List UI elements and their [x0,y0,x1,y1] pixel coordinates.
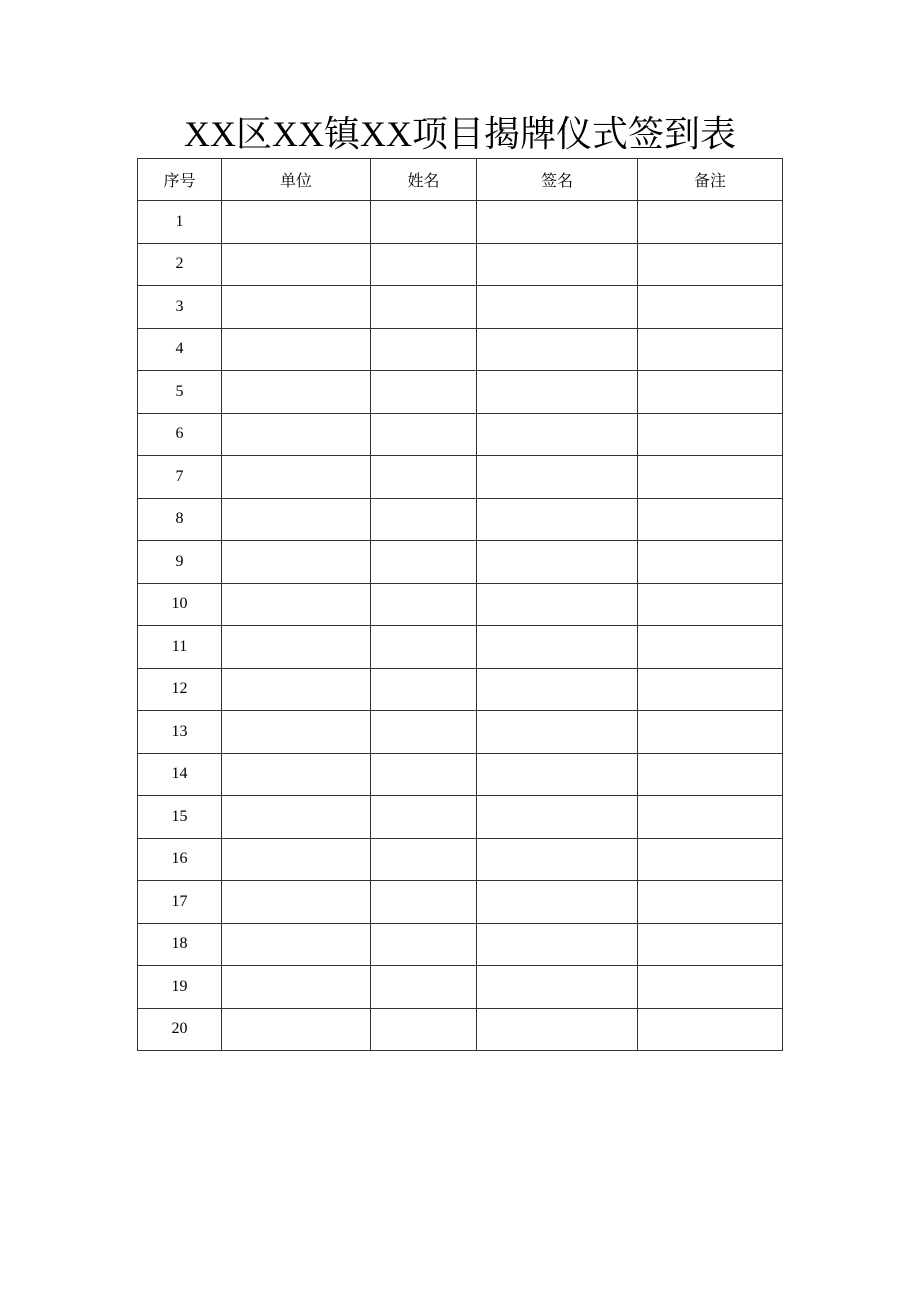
name-cell[interactable] [371,243,477,286]
serial-number-cell: 18 [138,923,222,966]
signature-cell[interactable] [477,286,638,329]
unit-cell[interactable] [222,201,371,244]
table-row [138,923,783,966]
table-row [138,286,783,329]
remarks-cell[interactable] [638,201,783,244]
unit-cell[interactable] [222,668,371,711]
header-row [138,159,783,201]
signature-cell[interactable] [477,838,638,881]
name-cell[interactable] [371,626,477,669]
remarks-cell[interactable] [638,668,783,711]
signature-cell[interactable] [477,1008,638,1051]
unit-cell[interactable] [222,626,371,669]
sign-in-table [137,158,783,1051]
serial-number-cell: 9 [138,541,222,584]
signature-cell[interactable] [477,966,638,1009]
remarks-cell[interactable] [638,796,783,839]
remarks-cell[interactable] [638,498,783,541]
table-row [138,243,783,286]
table-row [138,583,783,626]
serial-number-cell: 19 [138,966,222,1009]
signature-cell[interactable] [477,371,638,414]
signature-cell[interactable] [477,711,638,754]
serial-number-cell: 13 [138,711,222,754]
remarks-cell[interactable] [638,711,783,754]
signature-cell[interactable] [477,498,638,541]
unit-cell[interactable] [222,413,371,456]
unit-cell[interactable] [222,371,371,414]
name-cell[interactable] [371,881,477,924]
table-row [138,413,783,456]
unit-cell[interactable] [222,711,371,754]
signature-cell[interactable] [477,796,638,839]
signature-cell[interactable] [477,243,638,286]
signature-cell[interactable] [477,456,638,499]
remarks-cell[interactable] [638,456,783,499]
serial-number-cell: 6 [138,413,222,456]
remarks-cell[interactable] [638,286,783,329]
serial-number-cell: 15 [138,796,222,839]
remarks-cell[interactable] [638,923,783,966]
name-cell[interactable] [371,923,477,966]
table-row [138,626,783,669]
signature-cell[interactable] [477,668,638,711]
unit-cell[interactable] [222,583,371,626]
unit-cell[interactable] [222,1008,371,1051]
remarks-cell[interactable] [638,626,783,669]
name-cell[interactable] [371,498,477,541]
name-cell[interactable] [371,711,477,754]
name-cell[interactable] [371,371,477,414]
name-cell[interactable] [371,286,477,329]
table-row [138,753,783,796]
name-cell[interactable] [371,201,477,244]
unit-cell[interactable] [222,966,371,1009]
signature-cell[interactable] [477,201,638,244]
remarks-cell[interactable] [638,541,783,584]
unit-cell[interactable] [222,923,371,966]
table-row [138,201,783,244]
remarks-cell[interactable] [638,583,783,626]
signature-cell[interactable] [477,328,638,371]
table-row [138,371,783,414]
serial-number-cell: 16 [138,838,222,881]
name-cell[interactable] [371,328,477,371]
name-cell[interactable] [371,583,477,626]
serial-number-cell: 12 [138,668,222,711]
table-row [138,796,783,839]
name-cell[interactable] [371,413,477,456]
serial-number-cell: 1 [138,201,222,244]
signature-cell[interactable] [477,541,638,584]
unit-cell[interactable] [222,881,371,924]
name-cell[interactable] [371,838,477,881]
table-row [138,881,783,924]
serial-number-cell: 7 [138,456,222,499]
serial-number-cell: 10 [138,583,222,626]
signature-cell[interactable] [477,583,638,626]
unit-cell[interactable] [222,796,371,839]
name-cell[interactable] [371,456,477,499]
header-serial-number: 序号 [138,159,222,201]
unit-cell[interactable] [222,753,371,796]
table-row [138,668,783,711]
table-row [138,456,783,499]
name-cell[interactable] [371,668,477,711]
remarks-cell[interactable] [638,328,783,371]
unit-cell[interactable] [222,286,371,329]
remarks-cell[interactable] [638,881,783,924]
table-row [138,328,783,371]
remarks-cell[interactable] [638,966,783,1009]
remarks-cell[interactable] [638,243,783,286]
remarks-cell[interactable] [638,413,783,456]
table-row [138,711,783,754]
name-cell[interactable] [371,796,477,839]
remarks-cell[interactable] [638,753,783,796]
signature-cell[interactable] [477,413,638,456]
serial-number-cell: 5 [138,371,222,414]
header-signature: 签名 [477,159,638,201]
table-body [138,201,783,1051]
signature-cell[interactable] [477,626,638,669]
unit-cell[interactable] [222,498,371,541]
table-row [138,541,783,584]
page-title: XX区XX镇XX项目揭牌仪式签到表 [184,114,736,154]
serial-number-cell: 17 [138,881,222,924]
serial-number-cell: 11 [138,626,222,669]
signature-cell[interactable] [477,881,638,924]
serial-number-cell: 4 [138,328,222,371]
name-cell[interactable] [371,966,477,1009]
table-row [138,838,783,881]
unit-cell[interactable] [222,541,371,584]
remarks-cell[interactable] [638,838,783,881]
serial-number-cell: 14 [138,753,222,796]
table-row [138,1008,783,1051]
serial-number-cell: 8 [138,498,222,541]
remarks-cell[interactable] [638,371,783,414]
signature-cell[interactable] [477,923,638,966]
signature-cell[interactable] [477,753,638,796]
header-unit: 单位 [222,159,371,201]
serial-number-cell: 2 [138,243,222,286]
header-name: 姓名 [371,159,477,201]
name-cell[interactable] [371,1008,477,1051]
unit-cell[interactable] [222,243,371,286]
name-cell[interactable] [371,753,477,796]
table-row [138,966,783,1009]
unit-cell[interactable] [222,838,371,881]
table-row [138,498,783,541]
serial-number-cell: 20 [138,1008,222,1051]
header-remarks: 备注 [638,159,783,201]
name-cell[interactable] [371,541,477,584]
remarks-cell[interactable] [638,1008,783,1051]
unit-cell[interactable] [222,328,371,371]
serial-number-cell: 3 [138,286,222,329]
unit-cell[interactable] [222,456,371,499]
